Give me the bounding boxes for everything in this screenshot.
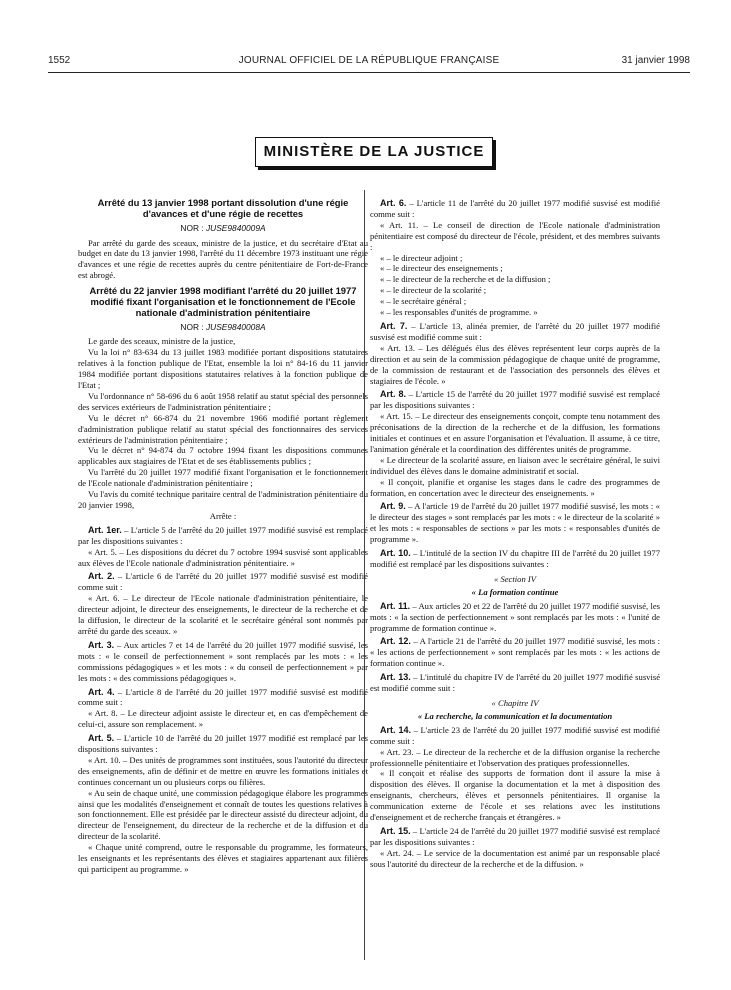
list-item: « – le directeur de la recherche et de la diffusion ; (380, 274, 551, 285)
section-label: « Section IV (494, 573, 536, 584)
paragraph: Par arrêté du garde des sceaux, ministre de la justice, et du secrétaire d'Etat au budget en date du 13 janvier 1998, l'arrêté du 11 décembre 1973 instituant une régie d'avances et une régie de recettes auprès du centre pénitentiaire de Fort-de-France est abrogé. (78, 237, 368, 281)
page-header (48, 55, 690, 71)
journal-title: JOURNAL OFFICIEL DE LA RÉPUBLIQUE FRANÇAISE (238, 55, 500, 66)
list-item: « – les responsables d'unités de programme. » (380, 307, 538, 318)
quote: « Il conçoit et réalise des supports de formation dont il assure la mise à disposition des élèves. Il organise la documentation et la met à disposition des enseignants, chercheurs, élèves et personnels pénitentiaires. Il organise la communication externe de l'école et ses relations avec les institutions d'enseignement et de recherche français et étrangères. » (370, 768, 660, 823)
list-item: « – le directeur de la scolarité ; (380, 285, 487, 296)
quote: « Art. 6. – Le directeur de l'Ecole nationale d'administration pénitentiaire, le directeur adjoint, le directeur des enseignements, le directeur de la recherche et de la diffusion, le directeur de la scolarité et le secrétaire général sont nommés par arrêté du garde des sceaux. » (78, 593, 368, 636)
article: Art. 12. – A l'article 21 de l'arrêté du 20 juillet 1977 modifié susvisé, les mots : « les actions de perfectionnement » sont remplacés par les mots : « les actions de formation continue ». (370, 636, 660, 669)
article: Art. 10. – L'intitulé de la section IV du chapitre III de l'arrêté du 20 juillet 1977 modifié est remplacé par les dispositions suivantes : (370, 548, 660, 569)
list-item: « – le directeur adjoint ; (380, 252, 463, 263)
article: Art. 6. – L'article 11 de l'arrêté du 20 juillet 1977 modifié susvisé est modifié comme suit : (370, 198, 660, 219)
ministry-banner: MINISTÈRE DE LA JUSTICE (255, 137, 493, 167)
paragraph: Le garde des sceaux, ministre de la justice, (88, 336, 236, 347)
quote: « Le directeur de la scolarité assure, en liaison avec le secrétaire général, le suivi individuel des élèves dans le domaine administratif et social. (370, 454, 660, 476)
article: Art. 13. – L'intitulé du chapitre IV de l'arrêté du 20 juillet 1977 modifié susvisé est modifié comme suit : (370, 672, 661, 694)
right-column (370, 198, 660, 870)
quote: « Art. 13. – Les délégués élus des élèves représentent leur corps auprès de la direction et au sein de la commission pédagogique de chaque unité de programme, de la commission de restaurant et de l'association des personnels des élèves et stagiaires de l'école. » (370, 342, 660, 386)
list-item: « – le secrétaire général ; (380, 296, 467, 307)
paragraph: Vu la loi n° 83-634 du 13 juillet 1983 modifiée portant dispositions statutaires relatives à la fonction publique de l'Etat, ensemble la loi n° 84-16 du 11 janvier 1984 modifiée portant dispositions statutaires relatives à la fonction publique de l'Etat ; (78, 347, 368, 391)
decree-title: Arrêté du 13 janvier 1998 portant dissolution d'une régie d'avances et d'une régie de recettes (97, 197, 349, 219)
article: Art. 5. – L'article 10 de l'arrêté du 20 juillet 1977 modifié est remplacé par les dispositions suivantes : (78, 733, 368, 755)
decree-title: Arrêté du 22 janvier 1998 modifiant l'arrêté du 20 juillet 1977 modifié fixant l'organisation et le fonctionnement de l'Ecole nationale d'administration pénitentiaire (89, 285, 357, 318)
article: Art. 9. – A l'article 19 de l'arrêté du 20 juillet 1977 modifié susvisé, les mots : « le directeur des stages » sont remplacés par les mots : « le directeur de la scolarité » et les mots : « responsables de sections » par les mots : « responsables d'unités de programme ». (370, 501, 660, 545)
chapter-label: « Chapitre IV (491, 697, 539, 708)
nor-reference: NOR : JUSE9840009A (180, 222, 266, 233)
issue-date: 31 janvier 1998 (621, 55, 690, 66)
arrete-label: Arrête : (209, 510, 237, 521)
article: Art. 8. – L'article 15 de l'arrêté du 20 juillet 1977 modifié susvisé est remplacé par les dispositions suivantes : (370, 389, 660, 411)
page-number: 1552 (48, 55, 71, 66)
quote: « Art. 8. – Le directeur adjoint assiste le directeur et, en cas d'empêchement de celui-ci, assure son remplacement. » (78, 708, 368, 730)
article: Art. 14. – L'article 23 de l'arrêté du 20 juillet 1977 modifié susvisé est modifié comme suit : (370, 724, 660, 746)
quote: « Art. 10. – Des unités de programmes sont instituées, sous l'autorité du directeur des enseignements, afin de définir et de mettre en œuvre les formations initiales et continues concernant un ou plusieurs corps ou filières. (78, 754, 368, 787)
list-item: « – le directeur des enseignements ; (380, 263, 503, 274)
article: Art. 2. – L'article 6 de l'arrêté du 20 juillet 1977 modifié susvisé est modifié comme suit : (78, 571, 368, 593)
article: Art. 7. – L'article 13, alinéa premier, de l'arrêté du 20 juillet 1977 modifié susvisé est modifié comme suit : (370, 320, 660, 342)
article: Art. 4. – L'article 8 de l'arrêté du 20 juillet 1977 modifié susvisé est modifié comme suit : (78, 686, 368, 708)
paragraph: Vu l'avis du comité technique paritaire central de l'administration pénitentiaire du 20 janvier 1998, (78, 489, 368, 511)
quote: « Au sein de chaque unité, une commission pédagogique élabore les programmes ainsi que les modalités d'enseignement et connaît de toutes les questions relatives à son fonctionnement. Elle est présidée par le directeur assisté du directeur adjoint, du directeur de l'enseignement, du directeur de la recherche et de la diffusion et du directeur de la scolarité. (78, 787, 368, 842)
chapter-title: « La recherche, la communication et la documentation (417, 710, 613, 721)
left-column (78, 198, 368, 875)
quote: « Art. 15. – Le directeur des enseignements conçoit, compte tenu notamment des préconisations de la direction de la recherche et de la diffusion, les formations initiales et continues et en assure l'organisation et l'évaluation. Il assume, à ce titre, l'animation générale et la coordination des différentes unités de programme. (370, 411, 660, 454)
header-rule (48, 72, 690, 73)
paragraph: Vu l'ordonnance n° 58-696 du 6 août 1958 relatif au statut spécial des personnels des services extérieurs de l'administration pénitentiaire ; (78, 390, 368, 412)
paragraph: Vu le décret n° 66-874 du 21 novembre 1966 modifié portant règlement d'administration publique relatif au statut spécial des fonctionnaires des services extérieurs de l'administration pénitentiaire ; (78, 412, 368, 445)
article: Art. 11. – Aux articles 20 et 22 de l'arrêté du 20 juillet 1977 modifié susvisé, les mots : « la section de perfectionnement » sont remplacés par les mots : « l'unité de programme de formation continue ». (370, 600, 660, 633)
paragraph: Vu l'arrêté du 20 juillet 1977 modifié fixant l'organisation et le fonctionnement de l'Ecole nationale d'administration pénitentiaire ; (78, 467, 368, 489)
article: Art. 15. – L'article 24 de l'arrêté du 20 juillet 1977 modifié susvisé est remplacé par les dispositions suivantes : (370, 825, 660, 847)
nor-reference: NOR : JUSE9840008A (180, 321, 266, 332)
article: Art. 3. – Aux articles 7 et 14 de l'arrêté du 20 juillet 1977 modifié susvisé, les mots : « le conseil de perfectionnement » sont remplacés par les mots : « les commissions pédagogiques » et les mots : « du conseil de perfectionnement » par les mots : « des commissions pédagogiques ». (78, 639, 368, 683)
quote: « Chaque unité comprend, outre le responsable du programme, les formateurs, les enseignants et les représentants des élèves et stagiaires appartenant aux filières qui participent au programme. » (78, 842, 368, 875)
quote: « Art. 23. – Le directeur de la recherche et de la diffusion organise la recherche professionnelle pénitentiaire et l'observation des pratiques professionnelles. (370, 746, 660, 768)
quote: « Il conçoit, planifie et organise les stages dans le cadre des programmes de formation, en concertation avec le directeur des enseignements. » (370, 476, 660, 498)
quote: « Art. 24. – Le service de la documentation est animé par un responsable placé sous l'autorité du directeur de la recherche et de la diffusion. » (370, 847, 660, 869)
quote: « Art. 5. – Les dispositions du décret du 7 octobre 1994 susvisé sont applicables aux élèves de l'Ecole nationale d'administration pénitentiaire. » (78, 546, 368, 568)
section-title: « La formation continue (471, 586, 559, 597)
paragraph: Vu le décret n° 94-874 du 7 octobre 1994 fixant les dispositions communes applicables aux stagiaires de l'Etat et de ses établissements publics ; (78, 445, 368, 467)
quote: « Art. 11. – Le conseil de direction de l'Ecole nationale d'administration pénitentiaire est composé du directeur de l'école, président, et des membres suivants : (370, 219, 660, 252)
article: Art. 1er. – L'article 5 de l'arrêté du 20 juillet 1977 modifié susvisé est remplacé par les dispositions suivantes : (78, 524, 368, 546)
